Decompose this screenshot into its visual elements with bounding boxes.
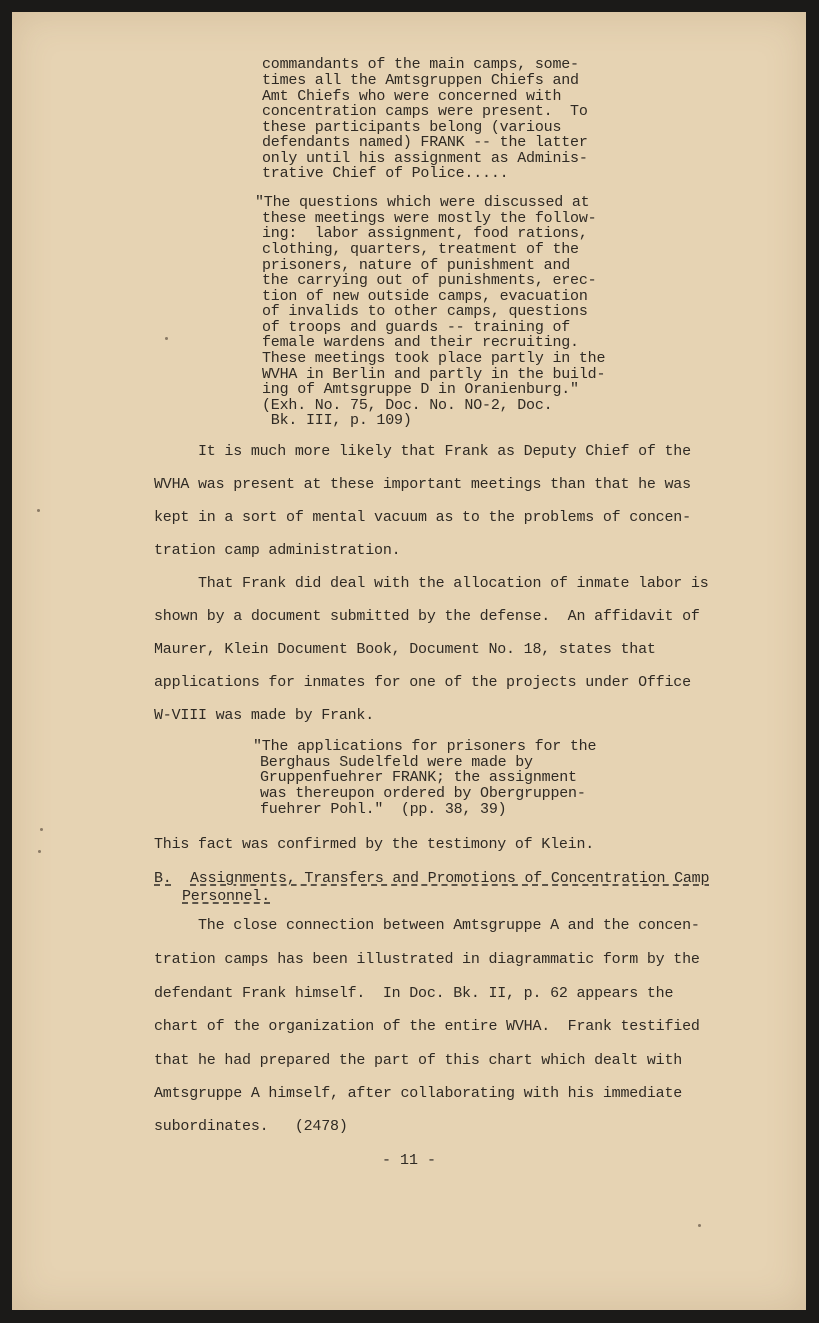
body-line: kept in a sort of mental vacuum as to the problems of concen- — [154, 509, 691, 526]
quote-line: Gruppenfuehrer FRANK; the assignment — [260, 769, 577, 786]
quote-line: times all the Amtsgruppen Chiefs and — [262, 72, 579, 89]
quote-line: clothing, quarters, treatment of the — [262, 241, 579, 258]
quote-line: was thereupon ordered by Obergruppen- — [260, 785, 586, 802]
quote-line: commandants of the main camps, some- — [262, 56, 579, 73]
body-line: tration camps has been illustrated in diagrammatic form by the — [154, 951, 700, 968]
paper-speck — [698, 1224, 701, 1227]
section-heading-text: Assignments, Transfers and Promotions of Concentration Camp — [190, 870, 710, 887]
quote-line: concentration camps were present. To — [262, 103, 588, 120]
quote-line: trative Chief of Police..... — [262, 165, 509, 182]
page-number: - 11 - — [381, 1152, 436, 1169]
paper-speck — [40, 828, 43, 831]
quote-line: Amt Chiefs who were concerned with — [262, 88, 562, 105]
quote-line: these participants belong (various — [262, 119, 562, 136]
paper-speck — [38, 850, 41, 853]
quote-line: fuehrer Pohl." (pp. 38, 39) — [260, 801, 507, 818]
quote-line: ing of Amtsgruppe D in Oranienburg." — [262, 381, 579, 398]
section-heading-text: Personnel. — [182, 888, 271, 905]
paper-speck — [165, 337, 168, 340]
body-line: subordinates. (2478) — [154, 1118, 348, 1135]
quote-line: ing: labor assignment, food rations, — [262, 225, 588, 242]
quote-line: the carrying out of punishments, erec- — [262, 272, 597, 289]
quote-line: "The questions which were discussed at — [255, 194, 590, 211]
body-line: defendant Frank himself. In Doc. Bk. II, p. 62 appears the — [154, 985, 674, 1002]
body-line: W-VIII was made by Frank. — [154, 707, 375, 724]
quote-line: These meetings took place partly in the — [262, 350, 606, 367]
quote-line: of invalids to other camps, questions — [262, 303, 588, 320]
body-line: shown by a document submitted by the defense. An affidavit of — [154, 608, 700, 625]
body-line: The close connection between Amtsgruppe A and the concen- — [154, 917, 700, 934]
quote-line: "The applications for prisoners for the — [253, 738, 597, 755]
paper-speck — [37, 509, 40, 512]
quote-line: tion of new outside camps, evacuation — [262, 288, 588, 305]
quote-line: female wardens and their recruiting. — [262, 334, 579, 351]
quote-line: of troops and guards -- training of — [262, 319, 571, 336]
body-line: Amtsgruppe A himself, after collaborating with his immediate — [154, 1085, 683, 1102]
quote-line: prisoners, nature of punishment and — [262, 257, 571, 274]
body-line: that he had prepared the part of this chart which dealt with — [154, 1052, 683, 1069]
quote-line: WVHA in Berlin and partly in the build- — [262, 366, 606, 383]
body-line: tration camp administration. — [154, 542, 401, 559]
quote-line: these meetings were mostly the follow- — [262, 210, 597, 227]
body-line: It is much more likely that Frank as Deputy Chief of the — [154, 443, 691, 460]
body-line: applications for inmates for one of the projects under Office — [154, 674, 691, 691]
body-line: That Frank did deal with the allocation of inmate labor is — [154, 575, 709, 592]
document-page — [12, 12, 806, 1310]
quote-line: only until his assignment as Adminis- — [262, 150, 588, 167]
quote-line: Berghaus Sudelfeld were made by — [260, 754, 533, 771]
body-line: chart of the organization of the entire WVHA. Frank testified — [154, 1018, 700, 1035]
quote-citation: Bk. III, p. 109) — [262, 412, 412, 429]
section-marker: B. — [154, 870, 172, 887]
body-line: This fact was confirmed by the testimony of Klein. — [154, 836, 595, 853]
body-line: WVHA was present at these important meetings than that he was — [154, 476, 691, 493]
body-line: Maurer, Klein Document Book, Document No. 18, states that — [154, 641, 656, 658]
quote-citation: (Exh. No. 75, Doc. No. NO-2, Doc. — [262, 397, 553, 414]
quote-line: defendants named) FRANK -- the latter — [262, 134, 588, 151]
